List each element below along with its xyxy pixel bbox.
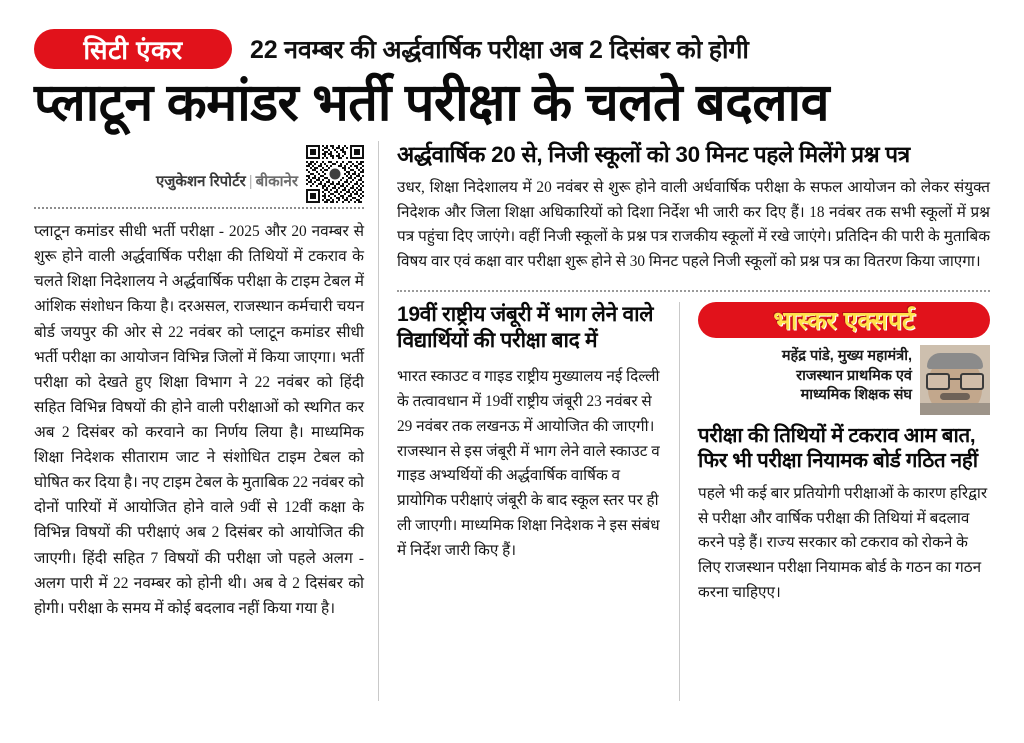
- article-body: [34, 141, 990, 701]
- jamboree-body: भारत स्काउट व गाइड राष्ट्रीय मुख्यालय नई दिल्ली के तत्वावधान में 19वीं राष्ट्रीय जंबूरी 23 नवंबर से 29 नवंबर तक लखनऊ में आयोजित की जाएगी। राजस्थान से इस जंबूरी में भाग लेने वाले स्काउट व गाइड अभ्यर्थियों की अर्द्धवार्षिक वार्षिक व प्रायोगिक परीक्षाएं जंबूरी के बाद स्कूल स्तर पर ही ली जाएगी। माध्यमिक शिक्षा निदेशक ने इस संबंध में निर्देश जारी किए हैं।: [397, 368, 660, 559]
- main-headline: प्लाटून कमांडर भर्ती परीक्षा के चलते बदलाव: [34, 74, 829, 132]
- jamboree-section: [397, 302, 680, 701]
- byline-text: [156, 171, 298, 203]
- city-anchor-badge: सिटी एंकर: [34, 29, 232, 69]
- left-divider: [34, 207, 364, 209]
- byline-separator: |: [248, 173, 253, 191]
- right-top-body: उधर, शिक्षा निदेशालय में 20 नवंबर से शुरू होने वाली अर्धवार्षिक परीक्षा के सफल आयोजन को लेकर संयुक्त निदेशक और जिला शिक्षा अधिकारियों को दिशा निर्देश भी जारी कर दिए हैं। 18 नवंबर तक सभी स्कूलों में प्रश्न पत्र पहुंचा दिए जाएंगे। वहीं निजी स्कूलों के प्रश्न पत्र राजकीय स्कूलों में रखे जाएंगे। प्रतिदिन की पारी के मुताबिक विषय वार एवं कक्षा वार परीक्षा शुरू होने से 30 मिनट पहले निजी स्कूलों को प्रश्न पत्र का वितरण किया जाएगा।: [397, 179, 990, 270]
- expert-name: महेंद्र पांडे,: [781, 347, 834, 364]
- expert-headline: परीक्षा की तिथियों में टकराव आम बात, फिर भी परीक्षा नियामक बोर्ड गठित नहीं: [698, 423, 978, 473]
- bhaskar-expert-badge: भास्कर एक्सपर्ट: [698, 302, 990, 338]
- byline-city: बीकानेर: [255, 173, 298, 191]
- expert-portrait-photo: [920, 345, 990, 415]
- lower-sections: [397, 302, 990, 701]
- right-top-headline: अर्द्धवार्षिक 20 से, निजी स्कूलों को 30 मिनट पहले मिलेंगे प्रश्न पत्र: [397, 142, 910, 168]
- whatsapp-icon: [328, 167, 343, 182]
- kicker-row: [34, 28, 990, 70]
- byline: [34, 141, 364, 203]
- right-column: [379, 141, 990, 701]
- left-column: [34, 141, 379, 701]
- expert-credentials: [698, 345, 912, 406]
- expert-designation-3: माध्यमिक शिक्षक संघ: [800, 387, 912, 404]
- byline-reporter: एजुकेशन रिपोर्टर: [156, 173, 246, 191]
- kicker-subtitle: 22 नवम्बर की अर्द्धवार्षिक परीक्षा अब 2 दिसंबर को होगी: [250, 36, 749, 64]
- left-column-body: प्लाटून कमांडर सीधी भर्ती परीक्षा - 2025 और 20 नवम्बर से शुरू होने वाली अर्द्धवार्षिक परीक्षा की तिथियों में टकराव के चलते शिक्षा निदेशालय ने अर्द्धवार्षिक परीक्षा के टाइम टेबल में आंशिक संशोधन किया है। दरअसल, राजस्थान कर्मचारी चयन बोर्ड जयपुर की ओर से 22 नवंबर को प्लाटून कमांडर सीधी भर्ती परीक्षा का आयोजन विभिन्न जिलों में किया जाएगा। भर्ती परीक्षा को देखते हुए शिक्षा विभाग ने 22 नवंबर को हिंदी सहित विभिन्न विषयों की होने वाली परीक्षाओं को स्थगित कर अब 2 दिसंबर को करवाने का निर्णय लिया है। माध्यमिक शिक्षा निदेशक सीताराम जाट ने संशोधित टाइम टेबल को घोषित कर दिया है। नए टाइम टेबल के मुताबिक 22 नवंबर को दोनों पारियों में आयोजित होने वाले 9वीं से 12वीं कक्षा के विभिन्न विषयों की परीक्षाएं अब 2 दिसंबर को आयोजित की जाएगी। हिंदी सहित 7 विषयों की परीक्षा जो पहले अलग - अलग पारी में 22 नवम्बर को होनी थी। अब वे 2 दिसंबर को होगी। परीक्षा के समय में कोई बदलाव नहीं किया गया है।: [34, 223, 364, 617]
- expert-designation-2: राजस्थान प्राथमिक एवं: [796, 367, 912, 384]
- jamboree-headline: 19वीं राष्ट्रीय जंबूरी में भाग लेने वाले विद्यार्थियों की परीक्षा बाद में: [397, 302, 654, 352]
- qr-code-icon[interactable]: [306, 145, 364, 203]
- section-divider: [397, 290, 990, 292]
- expert-designation-1: मुख्य महामंत्री,: [837, 347, 912, 364]
- expert-section: [680, 302, 990, 701]
- right-top-section: [397, 141, 990, 282]
- expert-identity: [698, 345, 990, 415]
- expert-body: पहले भी कई बार प्रतियोगी परीक्षाओं के कारण हरिद्वार से परीक्षा और वार्षिक परीक्षा की तिथियां में बदलाव करने पड़े हैं। राज्य सरकार को टकराव को रोकने के लिए राजस्थान परीक्षा नियामक बोर्ड के गठन का गठन करना चाहिएए।: [698, 484, 988, 601]
